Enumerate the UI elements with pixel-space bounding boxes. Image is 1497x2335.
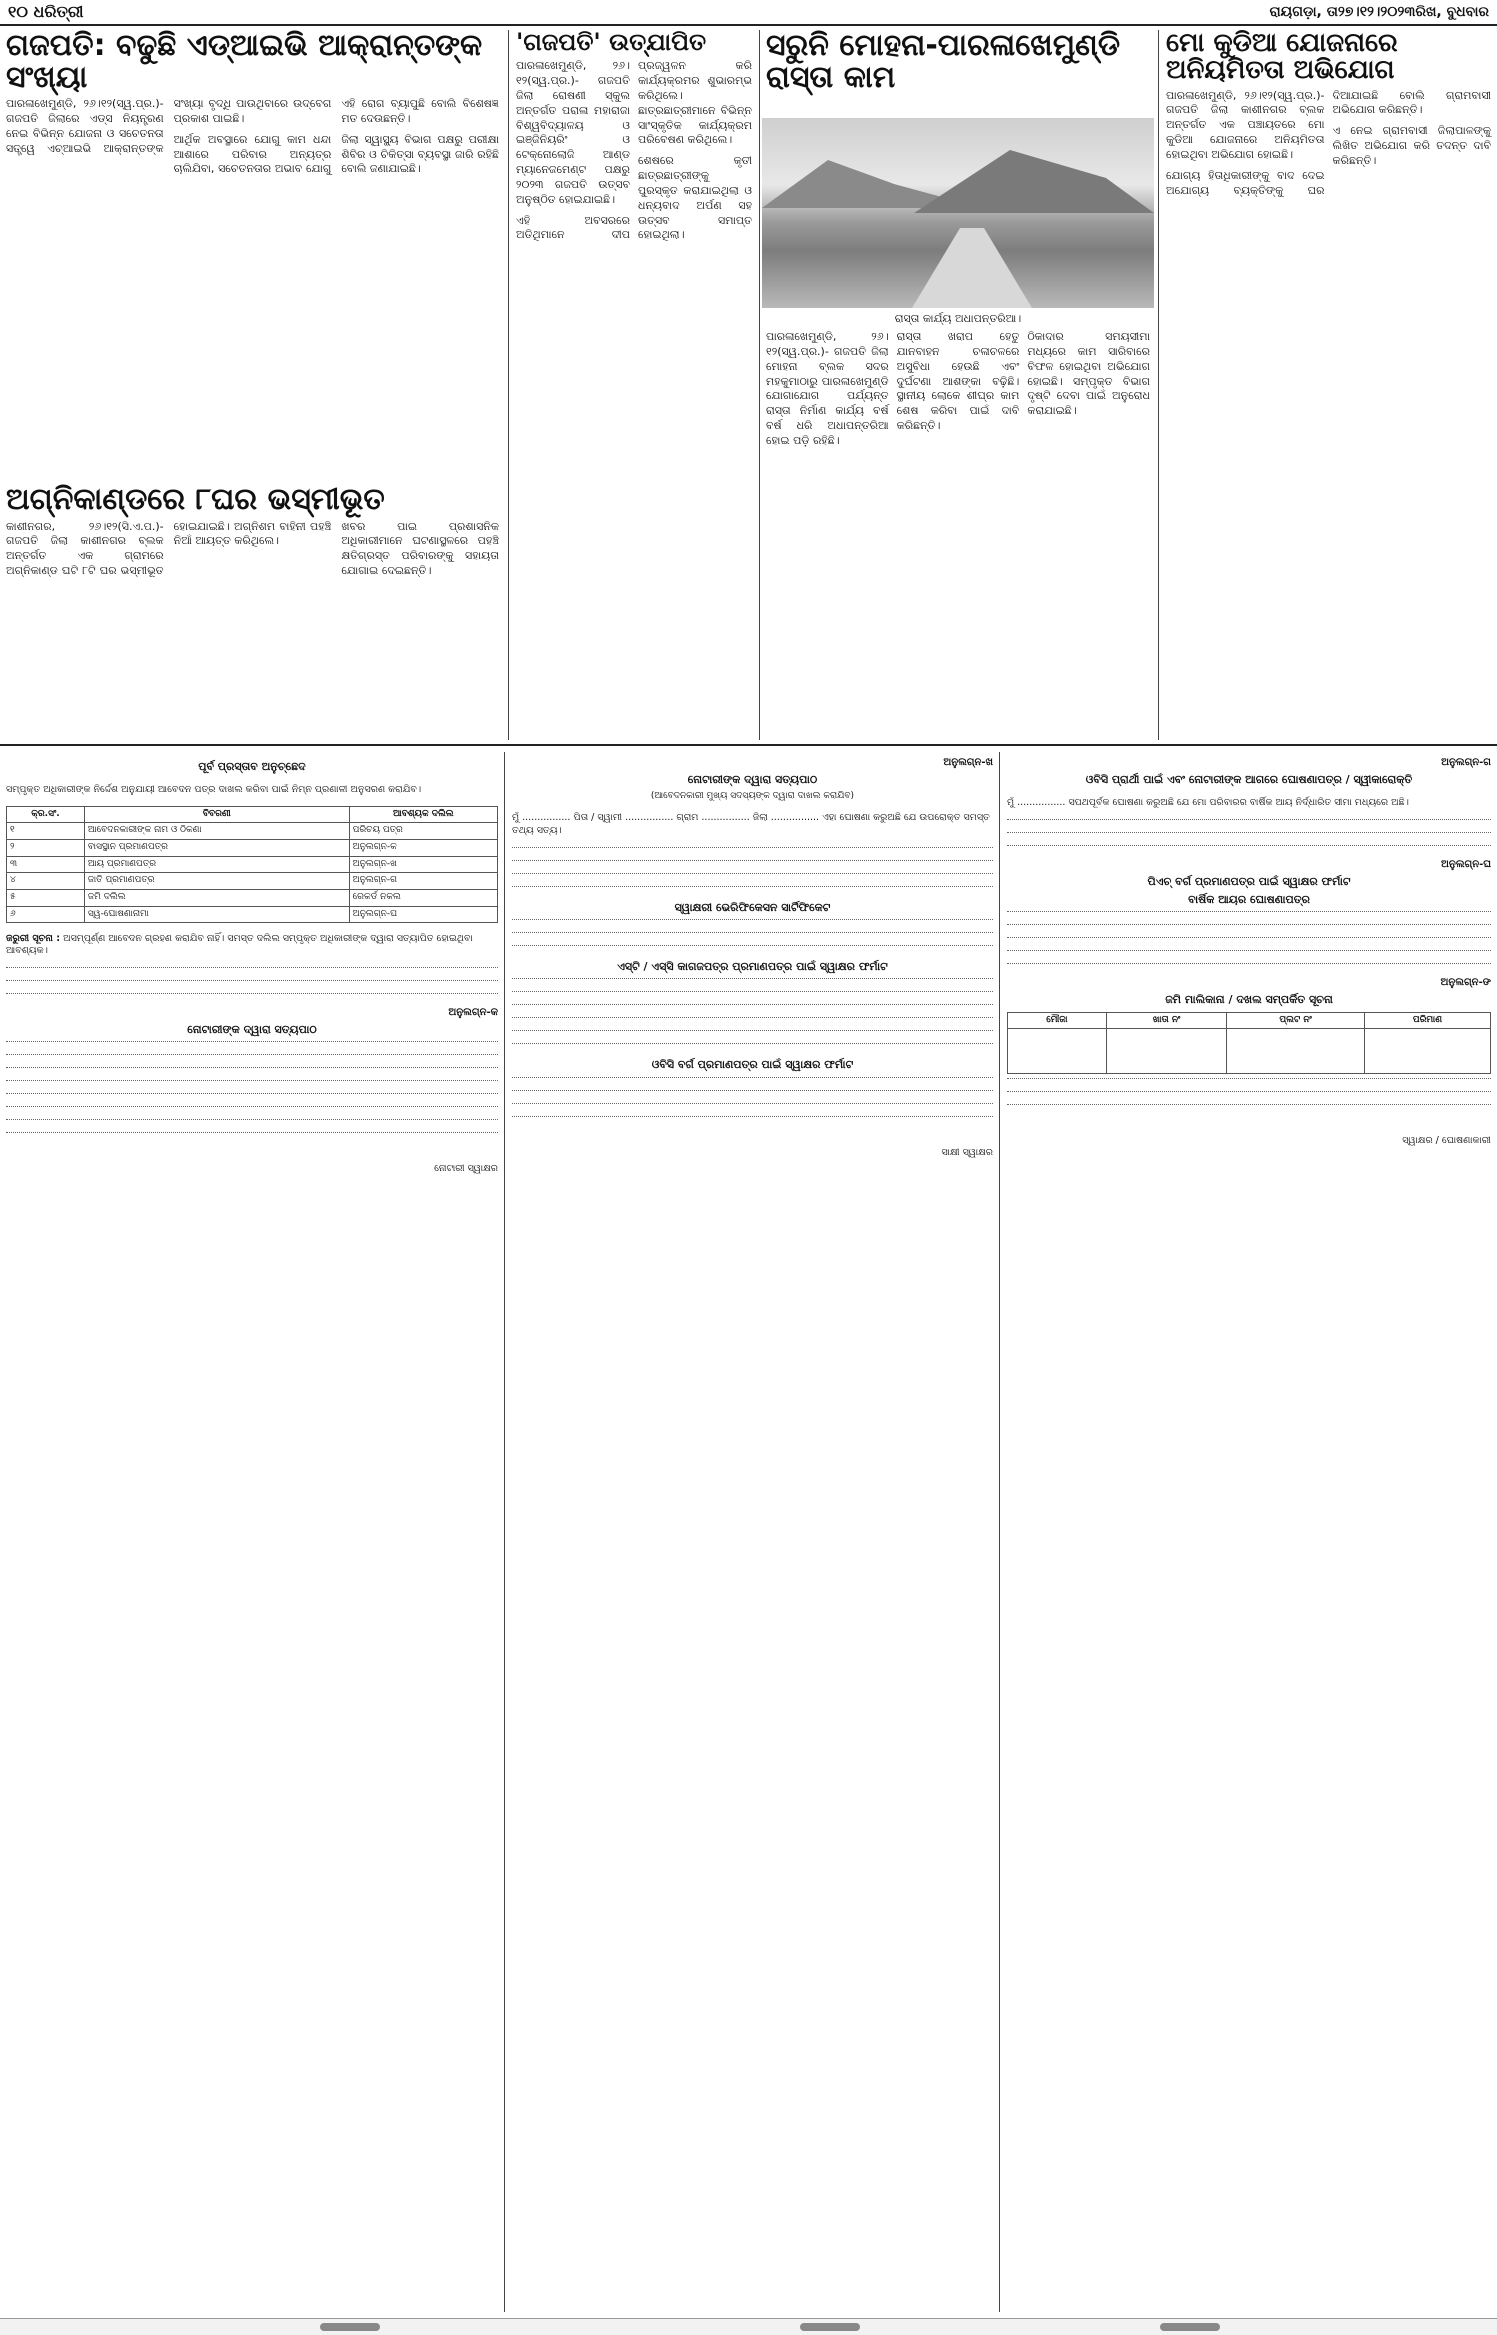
fill-line	[512, 1116, 993, 1127]
fill-line	[1007, 1078, 1491, 1089]
story-kudia	[1160, 30, 1497, 199]
story-fire-p2: ଖବର ପାଇ ପ୍ରଶାସନିକ ଅଧିକାରୀମାନେ ଘଟଣାସ୍ଥଳରେ ପହଞ୍ଚି କ୍ଷତିଗ୍ରସ୍ତ ପରିବାରଙ୍କୁ ସହାୟତା ଯୋଗାଇ ଦେଇଛନ୍ତି।	[341, 519, 499, 578]
cell: ୫	[7, 890, 85, 907]
fill-line	[1007, 1104, 1491, 1115]
table-head: ମୌଜା	[1008, 1012, 1107, 1029]
fill-line	[512, 1043, 993, 1054]
notice1-notes: ଅସମ୍ପୂର୍ଣ୍ଣ ଆବେଦନ ଗ୍ରହଣ କରାଯିବ ନାହିଁ। ସମସ୍ତ ଦଲିଲ ସମ୍ପୃକ୍ତ ଅଧିକାରୀଙ୍କ ଦ୍ୱାରା ସତ୍ୟାପିତ ହୋଇଥିବା ଆବଶ୍ୟକ।	[6, 932, 473, 957]
cell: ଜାତି ପ୍ରମାଣପତ୍ର	[84, 873, 349, 890]
notice3-title3: ବାର୍ଷିକ ଆୟର ଘୋଷଣାପତ୍ର	[1188, 892, 1310, 906]
fill-line	[6, 1067, 498, 1078]
fill-line	[512, 1017, 993, 1028]
fill-line	[6, 993, 498, 1004]
fill-line	[512, 847, 993, 858]
fill-line	[1007, 845, 1491, 856]
notice3-body: ମୁଁ ................ ସପଥପୂର୍ବକ ଘୋଷଣା କରୁଅଛି ଯେ ମୋ ପରିବାରର ବାର୍ଷିକ ଆୟ ନିର୍ଦ୍ଧାରିତ ସୀମା ମଧ୍ୟରେ ଅଛି।	[1007, 796, 1409, 808]
notice2-form2-title: ଓବିସି ବର୍ଗ ପ୍ରମାଣପତ୍ର ପାଇଁ ସ୍ୱାକ୍ଷର ଫର୍ମାଟ	[651, 1058, 854, 1072]
notice1-title: ପୂର୍ବ ପ୍ରସ୍ତାବ ଅନୁଚ୍ଛେଦ	[198, 760, 306, 773]
fill-line	[512, 945, 993, 956]
fill-line	[512, 1103, 993, 1114]
cell: ପରିଚୟ ପତ୍ର	[349, 823, 497, 840]
notice2-annex-label: ଅନୁଲଗ୍ନ-ଖ	[943, 757, 993, 768]
story-kudia-p3: ଏ ନେଇ ଗ୍ରାମବାସୀ ଜିଲାପାଳଙ୍କୁ ଲିଖିତ ଅଭିଯୋଗ କରି ତଦନ୍ତ ଦାବି କରିଛନ୍ତି।	[1332, 124, 1491, 167]
story-aids-headline: ଗଜପତି: ବଢୁଛି ଏଡ୍‌ଆଇଭି ଆକ୍ରାନ୍ତଙ୍କ ସଂଖ୍ୟା	[6, 28, 483, 95]
notice1-annex-label: ଅନୁଲଗ୍ନ-କ	[448, 1007, 498, 1019]
notice2-body: ମୁଁ ................ ପିତା / ସ୍ୱାମୀ ................ ଗ୍ରାମ ................ ଜିଲା ................ ଏହା ଘୋଷଣା କରୁଅଛି ଯେ ଉପରୋକ୍ତ ସମସ୍ତ ତଥ୍ୟ ସତ୍ୟ।	[512, 812, 990, 836]
fill-line	[512, 1004, 993, 1015]
fill-line	[512, 932, 993, 943]
notice1-sign: ନୋଟାରୀ ସ୍ୱାକ୍ଷର	[434, 1163, 498, 1175]
fill-line	[512, 919, 993, 930]
story-aids-p1: ପାରଳାଖେମୁଣ୍ଡି, ୨୬।୧୨(ସ୍ୱ.ପ୍ର.)- ଗଜପତି ଜିଲାରେ ଏଡ୍‌ସ ନିୟନ୍ତ୍ରଣ ନେଇ ବିଭିନ୍ନ ଯୋଜନା ଓ ସଚେତନତା ସତ୍ତ୍ୱେ ଏଚ୍‌ଆଇଭି ଆକ୍ରାନ୍ତଙ୍କ ସଂଖ୍ୟା ବୃଦ୍ଧି ପାଉଥିବାରେ ଉଦ୍‌ବେଗ ପ୍ରକାଶ ପାଇଛି।	[6, 97, 332, 155]
fill-line	[6, 1054, 498, 1065]
cell: ୩	[7, 856, 85, 873]
cell: ବାସସ୍ଥାନ ପ୍ରମାଣପତ୍ର	[84, 840, 349, 857]
fill-line	[6, 1080, 498, 1091]
story-kudia-p2: ଯୋଗ୍ୟ ହିତାଧିକାରୀଙ୍କୁ ବାଦ ଦେଇ ଅଯୋଗ୍ୟ ବ୍ୟକ୍ତିଙ୍କୁ ଘର ଦିଆଯାଇଛି ବୋଲି ଗ୍ରାମବାସୀ ଅଭିଯୋଗ କରିଛନ୍ତି।	[1166, 88, 1491, 197]
fill-line	[1007, 819, 1491, 830]
masthead	[0, 0, 1497, 26]
cell: ଅନୁଲଗ୍ନ-ଗ	[349, 873, 497, 890]
fill-line	[1007, 911, 1491, 922]
table-row	[7, 873, 498, 890]
fill-line	[6, 1119, 498, 1130]
bottom-scrollbar[interactable]	[0, 2318, 1497, 2335]
fill-line	[512, 978, 993, 989]
notice3-annex-label: ଅନୁଲଗ୍ନ-ଗ	[1441, 757, 1491, 768]
cell: ଅନୁଲଗ୍ନ-ଖ	[349, 856, 497, 873]
section-divider	[0, 744, 1497, 746]
edition-date: ରାୟଗଡ଼ା, ତା୨୭।୧୨।୨୦୨୩ରିଖ, ବୁଧବାର	[1269, 3, 1489, 20]
fill-line	[512, 1077, 993, 1088]
road-photo-caption: ରାସ୍ତା କାର୍ଯ୍ୟ ଅଧାପନ୍ତରିଆ।	[894, 312, 1022, 325]
notice3-title4: ଜମି ମାଲିକାନା / ଦଖଲ ସମ୍ପର୍କିତ ସୂଚନା	[1165, 993, 1333, 1007]
story-gajapati-p3: ଶେଷରେ କୃତୀ ଛାତ୍ରଛାତ୍ରୀଙ୍କୁ ପୁରସ୍କୃତ କରାଯାଇଥିଲା ଓ ଧନ୍ୟବାଦ ଅର୍ପଣ ସହ ଉତ୍ସବ ସମାପ୍ତ ହୋଇଥିଲା।	[638, 154, 752, 242]
story-road-p2: ରାସ୍ତା ଖରାପ ହେତୁ ଯାନବାହନ ଚଳାଚଳରେ ଅସୁବିଧା ହେଉଛି ଏବଂ ଦୁର୍ଘଟଣା ଆଶଙ୍କା ବଢ଼ିଛି। ସ୍ଥାନୀୟ ଲୋକେ ଶୀଘ୍ର କାମ ଶେଷ କରିବା ପାଇଁ ଦାବି କରିଛନ୍ତି।	[896, 330, 1020, 433]
notice2-title: ନୋଟାରୀଙ୍କ ଦ୍ୱାରା ସତ୍ୟପାଠ	[687, 773, 818, 786]
story-gajapati-p2: ଏହି ଅବସରରେ ଅତିଥିମାନେ ଦୀପ ପ୍ରଜ୍ୱଳନ କରି କାର୍ଯ୍ୟକ୍ରମର ଶୁଭାରମ୍ଭ କରିଥିଲେ। ଛାତ୍ରଛାତ୍ରୀମାନେ ବିଭିନ୍ନ ସାଂସ୍କୃତିକ କାର୍ଯ୍ୟକ୍ରମ ପରିବେଷଣ କରିଥିଲେ।	[516, 59, 752, 242]
photo-hill-right	[914, 143, 1154, 213]
table-row	[7, 890, 498, 907]
road-photo	[762, 118, 1154, 308]
story-kudia-headline: ମୋ କୁଡିଆ ଯୋଜନାରେ ଅନିୟମିତତା ଅଭିଯୋଗ	[1166, 28, 1398, 86]
story-fire	[0, 484, 505, 579]
notice1-annex-title: ନୋଟାରୀଙ୍କ ଦ୍ୱାରା ସତ୍ୟପାଠ	[187, 1023, 317, 1037]
story-aids-p2: ଆର୍ଥିକ ଅବସ୍ଥାରେ ଯୋଗୁ କାମ ଧନ୍ଦା ଆଶାରେ ପରିବାର ଅନ୍ୟତ୍ର ଚାଲିଯିବା, ସଚେତନତାର ଅଭାବ ଯୋଗୁ ଏହି ରୋଗ ବ୍ୟାପୁଛି ବୋଲି ବିଶେଷଜ୍ଞ ମତ ଦେଉଛନ୍ତି।	[173, 97, 499, 176]
fill-line	[6, 1041, 498, 1052]
story-gajapati-p1: ପାରଳାଖେମୁଣ୍ଡି, ୨୬।୧୨(ସ୍ୱ.ପ୍ର.)- ଗଜପତି ଜିଲା ରୋଷଣୀ ସ୍କୁଲ ଅନ୍ତର୍ଗତ ପରାଳା ମହାରାଜା ବିଶ୍ୱବିଦ୍ୟାଳୟ ଓ ଇଞ୍ଜିନିୟରିଂ ଓ ଟେକ୍‌ନୋଲୋଜି ଆଣ୍ଡ ମ୍ୟାନେଜମେଣ୍ଟ ପକ୍ଷରୁ ୨୦୨୩ ଗଜପତି ଉତ୍‌ସବ ଅନୁଷ୍ଠିତ ହୋଇଯାଇଛି।	[516, 59, 630, 206]
table-head: ବିବରଣୀ	[84, 806, 349, 823]
cell: ୬	[7, 906, 85, 923]
notice3-annex3: ଅନୁଲଗ୍ନ-ଙ	[1440, 977, 1491, 989]
fill-line	[512, 991, 993, 1002]
fill-line	[6, 1106, 498, 1117]
cell: ଅନୁଲଗ୍ନ-ଘ	[349, 906, 497, 923]
notice-column-3	[1001, 752, 1497, 2312]
fill-line	[6, 1093, 498, 1104]
fill-line	[6, 1132, 498, 1143]
story-gajapati	[510, 30, 758, 246]
cell: ସ୍ୱ-ଘୋଷଣାନାମା	[84, 906, 349, 923]
cell: ଆବେଦନକାରୀଙ୍କ ନାମ ଓ ଠିକଣା	[84, 823, 349, 840]
fill-line	[512, 1030, 993, 1041]
story-road	[760, 30, 1156, 97]
table-row	[7, 840, 498, 857]
table-row	[7, 856, 498, 873]
photo-road	[912, 228, 1032, 308]
notice-column-2	[506, 752, 1000, 2312]
cell: ଆୟ ପ୍ରମାଣପତ୍ର	[84, 856, 349, 873]
fill-line	[512, 860, 993, 871]
fill-line	[1007, 950, 1491, 961]
cell: ଅନୁଲଗ୍ନ-କ	[349, 840, 497, 857]
scroll-knob[interactable]	[320, 2323, 380, 2331]
table-head: କ୍ର.ସଂ.	[7, 806, 85, 823]
column-rule	[1158, 30, 1159, 740]
story-fire-headline: ଅଗ୍ନିକାଣ୍ଡରେ ୮ଘର ଭସ୍ମୀଭୂତ	[6, 482, 385, 517]
cell: ରେକର୍ଡ ନକଲ	[349, 890, 497, 907]
fill-line	[1007, 924, 1491, 935]
notice3-annex2: ଅନୁଲଗ୍ନ-ଘ	[1441, 858, 1491, 870]
story-gajapati-headline: 'ଗଜପତି' ଉତ୍‌ଯାପିତ	[516, 28, 707, 56]
table-row	[1008, 1029, 1491, 1074]
fill-line	[1007, 832, 1491, 843]
fill-line	[1007, 937, 1491, 948]
story-road-headline: ସରୁନି ମୋହନା-ପାରଳାଖେମୁଣ୍ଡି ରାସ୍ତା କାମ	[766, 28, 1121, 95]
notice1-intro: ସମ୍ପୃକ୍ତ ଅଧିକାରୀଙ୍କ ନିର୍ଦ୍ଦେଶ ଅନୁଯାୟୀ ଆବେଦନ ପତ୍ର ଦାଖଲ କରିବା ପାଇଁ ନିମ୍ନ ପ୍ରଣାଳୀ ଅନୁସରଣ କରାଯିବ।	[6, 783, 422, 795]
notice2-cert-title: ସ୍ୱାକ୍ଷରୀ ଭେରିଫିକେସନ ସାର୍ଟିଫିକେଟ	[674, 900, 831, 914]
fill-line	[1007, 1091, 1491, 1102]
cell: ଜମି ଦଲିଲ	[84, 890, 349, 907]
story-aids	[0, 30, 505, 177]
notice3-table	[1007, 1012, 1491, 1075]
notice-column-1	[0, 752, 505, 2312]
notice3-title: ଓବିସି ପ୍ରାର୍ଥୀ ପାଇଁ ଏବଂ ନୋଟାରୀଙ୍କ ଆଗରେ ଘୋଷଣାପତ୍ର / ସ୍ୱୀକାରୋକ୍ତି	[1085, 773, 1413, 786]
table-row	[7, 906, 498, 923]
table-head: ପ୍ଲଟ ନଂ	[1227, 1012, 1365, 1029]
notice2-form-title: ଏସ୍‌ଟି / ଏସ୍‌ସି କାଗଜପତ୍ର ପ୍ରମାଣପତ୍ର ପାଇଁ ସ୍ୱାକ୍ଷର ଫର୍ମାଟ	[617, 959, 888, 973]
fill-line	[6, 980, 498, 991]
notice1-notes-title: ଜରୁରୀ ସୂଚନା :	[6, 932, 61, 944]
fill-line	[6, 967, 498, 978]
notice2-sub: (ଆବେଦନକାରୀ ମୁଖ୍ୟ ସଦସ୍ୟଙ୍କ ଦ୍ୱାରା ଦାଖଲ କରାଯିବ)	[650, 791, 855, 802]
notice3-sign: ସ୍ୱାକ୍ଷର / ଘୋଷଣାକାରୀ	[1402, 1135, 1491, 1147]
table-head: ଆବଶ୍ୟକ ଦଲିଲ	[349, 806, 497, 823]
scroll-knob[interactable]	[1160, 2323, 1220, 2331]
cell: ୨	[7, 840, 85, 857]
notice3-title2: ପିଏଚ୍ ବର୍ଗ ପ୍ରମାଣପତ୍ର ପାଇଁ ସ୍ୱାକ୍ଷର ଫର୍ମାଟ	[1147, 874, 1351, 888]
fill-line	[512, 886, 993, 897]
table-row	[7, 823, 498, 840]
story-fire-p1: କାଶୀନଗର, ୨୬।୧୨(ସି.ଏ.ପ.)- ଗଜପତି ଜିଲା କାଶୀନଗର ବ୍ଲକ ଅନ୍ତର୍ଗତ ଏକ ଗ୍ରାମରେ ଅଗ୍ନିକାଣ୍ଡ ଘଟି ୮ଟି ଘର ଭସ୍ମୀଭୂତ ହୋଇଯାଇଛି। ଅଗ୍ନିଶମ ବାହିନୀ ପହଞ୍ଚି ନିଆଁ ଆୟତ୍ତ କରିଥିଲେ।	[6, 519, 332, 578]
notice1-table	[6, 806, 498, 924]
page-label: ୧୦ ଧରିତ୍ରୀ	[8, 2, 84, 22]
column-rule	[508, 30, 509, 740]
table-head: ପରିମାଣ	[1364, 1012, 1490, 1029]
cell: ୧	[7, 823, 85, 840]
story-kudia-p1: ପାରଳାଖେମୁଣ୍ଡି, ୨୬।୧୨(ସ୍ୱ.ପ୍ର.)- ଗଜପତି ଜିଲା କାଶୀନଗର ବ୍ଲକ ଅନ୍ତର୍ଗତ ଏକ ପଞ୍ଚାୟତରେ ମୋ କୁଡିଆ ଯୋଜନାରେ ଅନିୟମିତତା ହୋଇଥିବା ଅଭିଯୋଗ ହୋଇଛି।	[1166, 88, 1325, 161]
story-road-p3: ଠିକାଦାର ସମୟସୀମା ମଧ୍ୟରେ କାମ ସାରିବାରେ ବିଫଳ ହୋଇଥିବା ଅଭିଯୋଗ ହୋଇଛି। ସମ୍ପୃକ୍ତ ବିଭାଗ ଦୃଷ୍ଟି ଦେବା ପାଇଁ ଅନୁରୋଧ କରାଯାଇଛି।	[1027, 330, 1150, 418]
fill-line	[1007, 963, 1491, 974]
notice2-sign: ସାକ୍ଷୀ ସ୍ୱାକ୍ଷର	[941, 1146, 993, 1158]
story-road-body	[760, 330, 1156, 449]
story-road-p1: ପାରଳାଖେମୁଣ୍ଡି, ୨୬।୧୨(ସ୍ୱ.ପ୍ର.)- ଗଜପତି ଜିଲା ମୋହନା ବ୍ଲକ ସଦର ମହକୁମାଠାରୁ ପାରଳାଖେମୁଣ୍ଡି ଯୋଗାଯୋଗ ପର୍ଯ୍ୟନ୍ତ ରାସ୍ତା ନିର୍ମାଣ କାର୍ଯ୍ୟ ବର୍ଷ ବର୍ଷ ଧରି ଅଧାପନ୍ତରିଆ ହୋଇ ପଡ଼ି ରହିଛି।	[766, 330, 889, 447]
table-head: ଖାତା ନଂ	[1106, 1012, 1227, 1029]
scroll-knob[interactable]	[800, 2323, 860, 2331]
fill-line	[512, 873, 993, 884]
cell: ୪	[7, 873, 85, 890]
story-aids-p3: ଜିଲା ସ୍ୱାସ୍ଥ୍ୟ ବିଭାଗ ପକ୍ଷରୁ ପରୀକ୍ଷା ଶିବିର ଓ ଚିକିତ୍ସା ବ୍ୟବସ୍ଥା ଜାରି ରହିଛି ବୋଲି ଜଣାଯାଇଛି।	[341, 132, 499, 176]
fill-line	[512, 1090, 993, 1101]
